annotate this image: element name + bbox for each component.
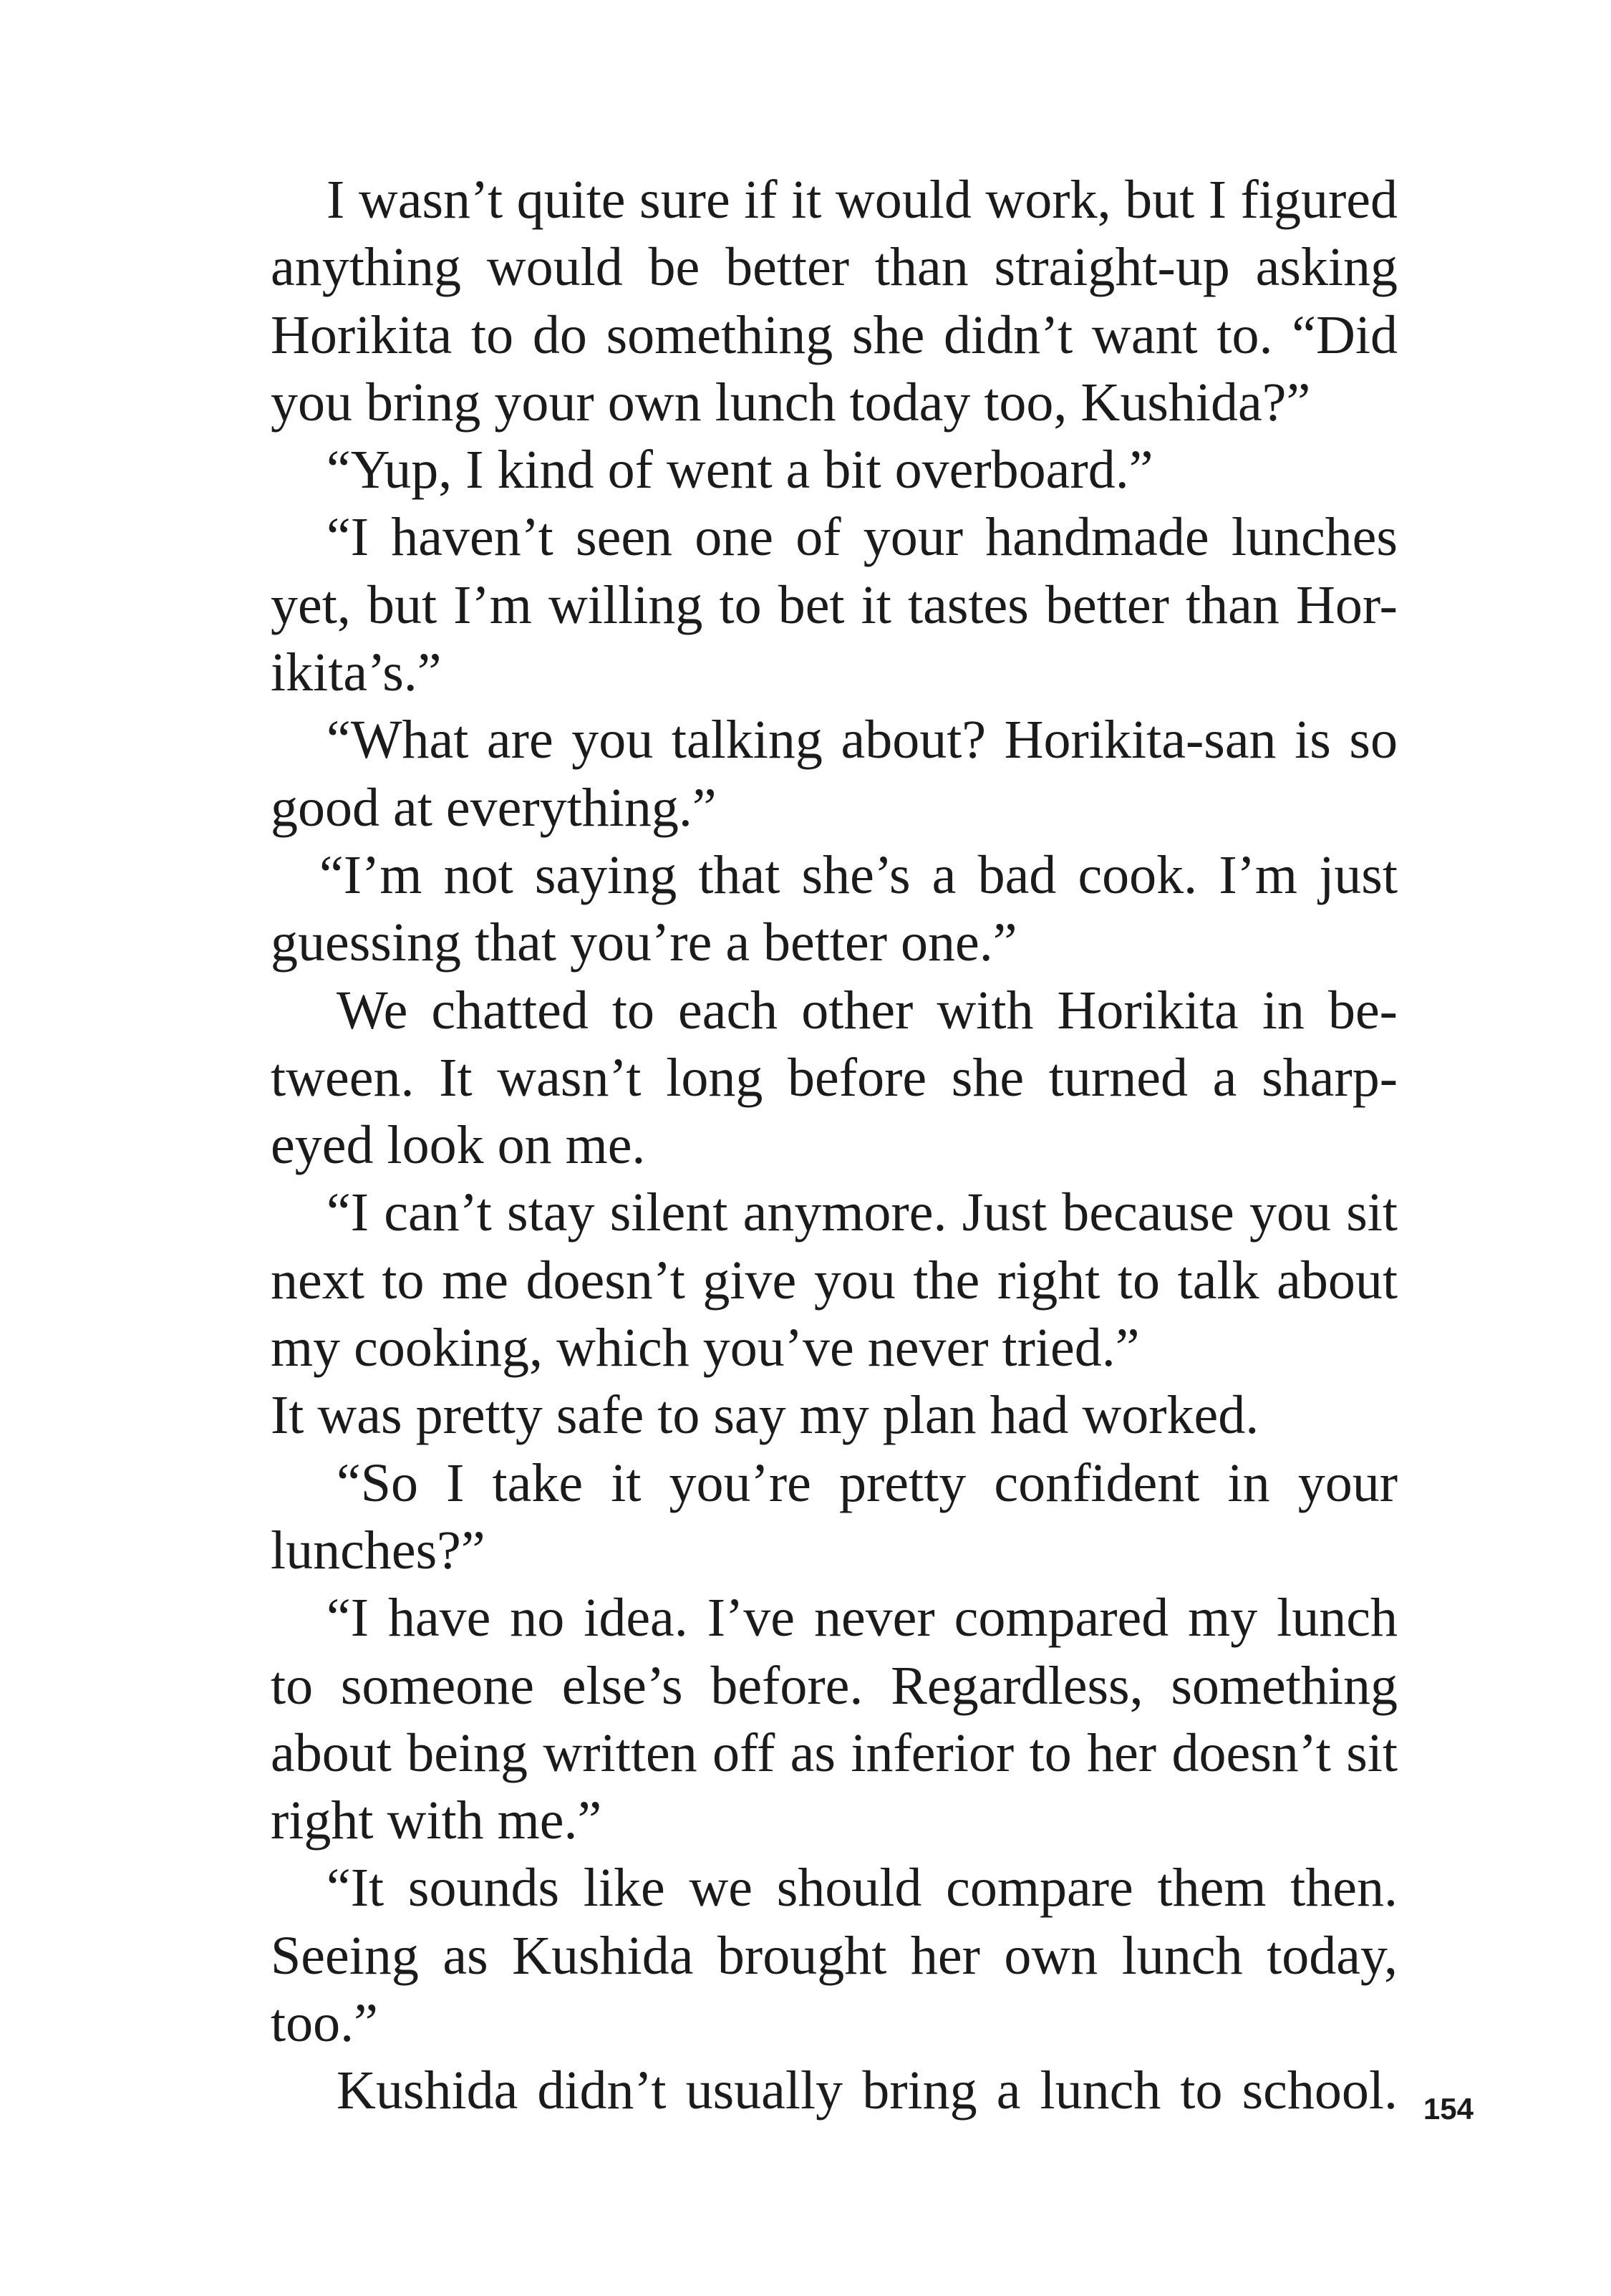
text-line: guessing that you’re a better one.”	[271, 912, 1017, 973]
text-line: my cooking, which you’ve never tried.”	[271, 1318, 1140, 1379]
text-line: right with me.”	[271, 1790, 602, 1851]
text-line: It was pretty safe to say my plan had worked.	[271, 1385, 1259, 1446]
text-line: “It sounds like we should compare them then.	[326, 1858, 1398, 1919]
text-line: eyed look on me.	[271, 1115, 646, 1176]
text-line: “I have no idea. I’ve never compared my lunch	[326, 1588, 1398, 1649]
text-line: “Yup, I kind of went a bit overboard.”	[326, 440, 1153, 501]
page-number: 154	[1423, 2092, 1474, 2126]
text-line: “I’m not saying that she’s a bad cook. I’m just	[319, 844, 1398, 905]
text-line: too.”	[271, 1993, 378, 2054]
body-text	[271, 166, 1398, 2125]
text-line: good at everything.”	[271, 777, 717, 838]
text-line: “So I take it you’re pretty confident in your	[337, 1452, 1398, 1513]
text-line: lunches?”	[271, 1520, 485, 1581]
text-line: “I haven’t seen one of your handmade lunches	[326, 507, 1398, 568]
text-line: yet, but I’m willing to bet it tastes better than Hor-	[271, 574, 1398, 635]
text-line: to someone else’s before. Regardless, something	[271, 1655, 1398, 1716]
text-line: Horikita to do something she didn’t want to. “Did	[271, 304, 1398, 365]
text-line: Seeing as Kushida brought her own lunch today,	[271, 1925, 1398, 1986]
text-line: We chatted to each other with Horikita in be-	[337, 980, 1398, 1041]
text-line: anything would be better than straight-up asking	[271, 237, 1398, 298]
text-line: ikita’s.”	[271, 642, 442, 703]
text-line: about being written off as inferior to her doesn’t sit	[271, 1722, 1398, 1783]
text-line: I wasn’t quite sure if it would work, but I figured	[326, 170, 1398, 230]
text-line: “What are you talking about? Horikita-san is so	[326, 710, 1398, 771]
text-line: Kushida didn’t usually bring a lunch to school.	[337, 2060, 1398, 2121]
text-line: “I can’t stay silent anymore. Just because you sit	[326, 1182, 1398, 1243]
text-line: you bring your own lunch today too, Kushida?”	[271, 372, 1311, 433]
text-line: tween. It wasn’t long before she turned a sharp-	[271, 1047, 1398, 1108]
text-line: next to me doesn’t give you the right to talk about	[271, 1250, 1398, 1311]
